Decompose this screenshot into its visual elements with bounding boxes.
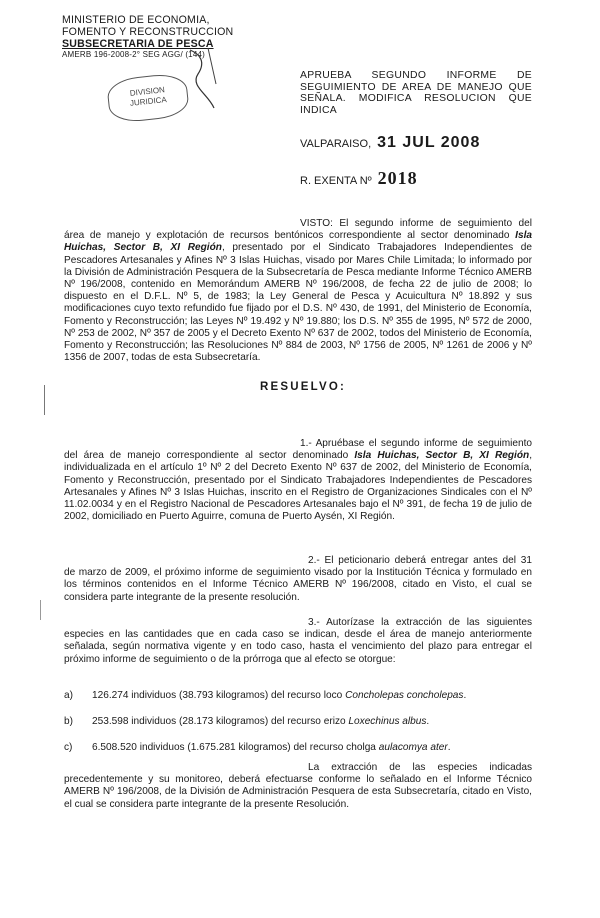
signature-scribble [186, 44, 222, 114]
item-end: . [426, 716, 430, 727]
margin-mark [40, 600, 41, 620]
item-text: 6.508.520 individuos (1.675.281 kilogramos) del recurso cholga [92, 742, 379, 753]
item-label: b) [64, 716, 73, 727]
item-species: Concholepas concholepas [345, 690, 464, 701]
visto-text-2: , presentado por el Sindicato Trabajadores Independientes de Pescadores Artesanales y Afines Nº 3 Islas Huichas, visado por Mares Chile Limitada; lo informado por la División de Administración Pesquera de la Subsecretaría de Pesca mediante Informe Técnico AMERB Nº 196/2008, contenido en Memorándum AMERB Nº 196/2008, de fecha 22 de julio de 2008; lo dispuesto en el D.F.L. Nº 5, de 1983; la Ley General de Pesca y Acuicultura Nº 18.892 y sus modificaciones cuyo texto refundido fue fijado por el D.S. Nº 430, de 1991, del Ministerio de Economía, Fomento y Reconstrucción; las Leyes Nº 19.492 y Nº 19.880; los D.S. Nº 355 de 1995, Nº 572 de 2000, Nº 253 de 2002, Nº 357 de 2005 y el Decreto Exento Nº 637 de 2002, todos del Ministerio de Economía, Fomento y Reconstrucción; las Resoluciones Nº 884 de 2003, Nº 1756 de 2005, Nº 1261 de 2006 y Nº 1356 de 2007, todas de esta Subsecretaría. [64, 242, 532, 364]
ministry-name: MINISTERIO DE ECONOMIA, [62, 14, 210, 26]
item-text: 253.598 individuos (28.173 kilogramos) del recurso erizo [92, 716, 349, 727]
margin-mark [44, 385, 45, 415]
item-text: 126.274 individuos (38.793 kilogramos) del recurso loco [92, 690, 346, 701]
legal-division-stamp [106, 72, 190, 124]
closing-paragraph [64, 762, 532, 811]
article-1-area-name: Isla Huichas, Sector B, XI Región [354, 450, 530, 462]
resolution-number: 2018 [377, 168, 418, 188]
resuelvo-heading: RESUELVO: [260, 381, 347, 393]
visto-area-name: Isla Huichas, Sector B, XI Región [64, 230, 532, 254]
article-1-text: 1.- Apruébase el segundo informe de seguimiento del área de manejo correspondiente al sector denominado [64, 438, 532, 462]
document-summary: APRUEBA SEGUNDO INFORME DE SEGUIMIENTO DE AREA DE MANEJO QUE SEÑALA. MODIFICA RESOLUCION QUE INDICA [300, 70, 532, 116]
item-species: aulacomya ater [378, 742, 448, 753]
date-line [300, 134, 480, 152]
resolution-label: R. EXENTA Nº [300, 175, 372, 187]
article-2 [64, 555, 532, 604]
species-item [64, 742, 532, 754]
species-item [64, 690, 532, 702]
article-1 [64, 438, 532, 523]
stamp-text: DIVISION [129, 85, 166, 98]
article-2-text: 2.- El peticionario deberá entregar antes del 31 de marzo de 2009, el próximo informe de seguimiento visado por la Institución Técnica y formulado en los términos contenidos en el Informe Técnico AMERB Nº 196/2008, citado en Visto, el cual se considera parte integrante de la presente resolución. [64, 555, 532, 603]
item-label: a) [64, 690, 73, 701]
date-place: VALPARAISO, [300, 138, 372, 150]
item-end: . [463, 690, 467, 701]
item-species: Loxechinus albus [348, 716, 427, 727]
visto-text: VISTO: El segundo informe de seguimiento del área de manejo y explotación de recursos bentónicos correspondiente al sector denominado [64, 218, 532, 242]
species-item [64, 716, 532, 728]
date-stamp: 31 JUL 2008 [377, 134, 481, 151]
ministry-name-2: FOMENTO Y RECONSTRUCCION [62, 26, 234, 38]
stamp-text-2: JURIDICA [129, 95, 168, 108]
article-3-text: 3.- Autorízase la extracción de las siguientes especies en las cantidades que en cada caso se indican, desde el área de manejo anteriormente señalada, según normativa vigente y en todo caso, hasta el vencimiento del plazo para entregar el próximo informe de seguimiento o de la prórroga que al efecto se otorgue: [64, 617, 532, 665]
article-1-text-2: , individualizada en el artículo 1º Nº 2 del Decreto Exento Nº 637 de 2002, del Ministerio de Economía, Fomento y Reconstrucción, presentado por el Sindicato Trabajadores Independientes de Pescadores Artesanales y Afines Nº 3 Islas Huichas, inscrito en el Registro de Organizaciones Sindicales con el Nº 11.02.0034 y en el Registro Nacional de Pescadores Artesanales bajo el Nº 391, de fecha 19 de julio de 2002, domiciliado en Puerto Aguirre, comuna de Puerto Aysén, XI Región. [64, 450, 532, 523]
subsecretaria-name: SUBSECRETARIA DE PESCA [62, 38, 214, 50]
item-label: c) [64, 742, 73, 753]
article-3 [64, 617, 532, 666]
visto-paragraph [64, 218, 532, 364]
item-end: . [447, 742, 451, 753]
resolution-number-line [300, 168, 418, 189]
closing-text: La extracción de las especies indicadas precedentemente y su monitoreo, deberá efectuarse conforme lo señalado en el Informe Técnico AMERB Nº 196/2008, de la División de Administración Pesquera de esta Subsecretaría, citado en Visto, el cual se considera parte integrante de la presente Resolución. [64, 762, 532, 810]
file-reference: AMERB 196-2008-2° SEG AGG/ (144) [62, 50, 205, 59]
